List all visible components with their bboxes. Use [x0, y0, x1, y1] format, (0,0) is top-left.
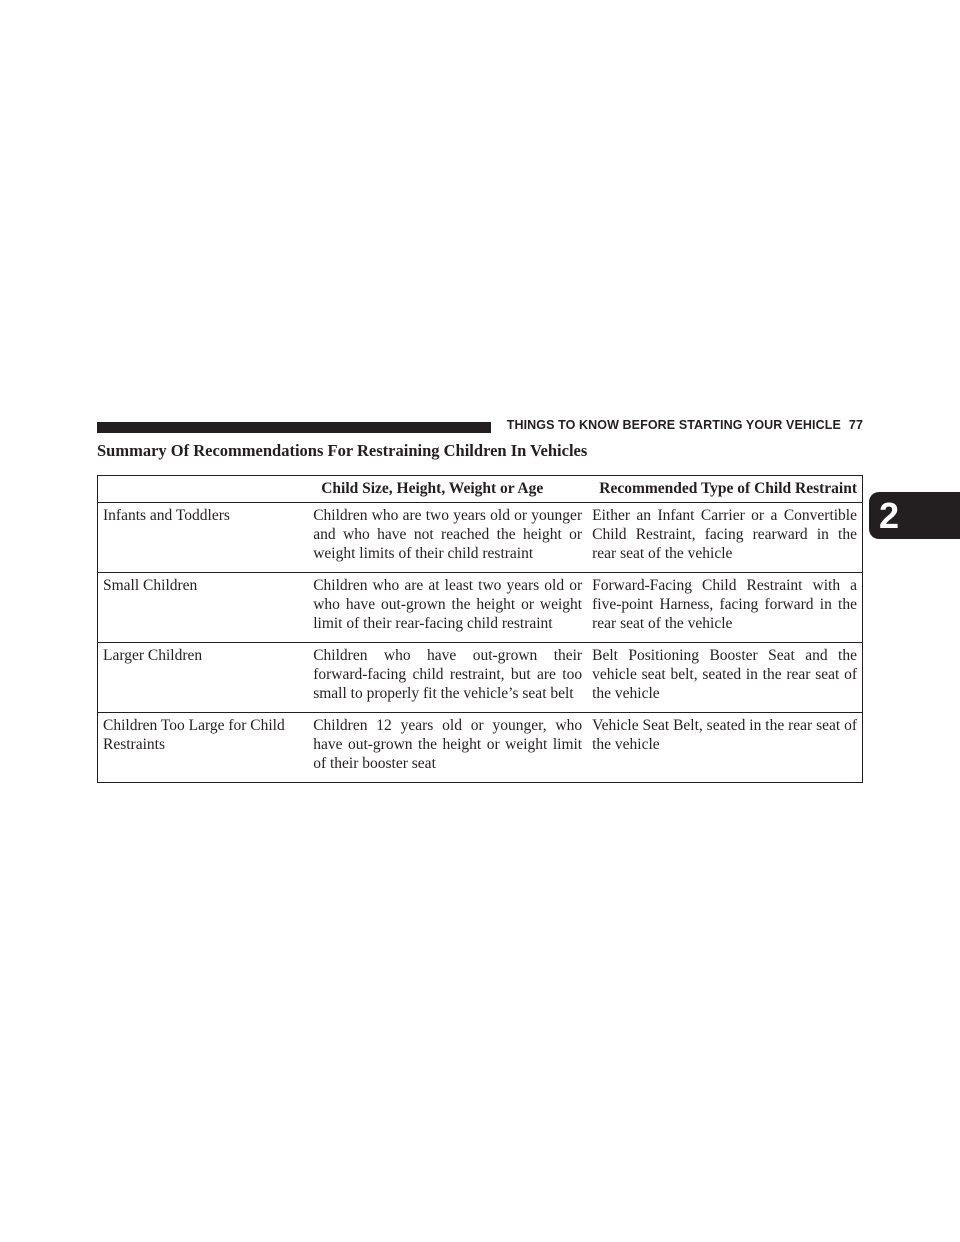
header-rule-bar — [97, 422, 491, 433]
column-header-restraint: Recommended Type of Child Restraint — [587, 476, 862, 503]
table-row — [98, 713, 863, 783]
running-title: THINGS TO KNOW BEFORE STARTING YOUR VEHICLE — [506, 418, 841, 432]
row-size: Children who are at least two years old or who have out-grown the height or weight limit of their rear-facing child restraint — [308, 573, 587, 643]
chapter-tab — [869, 492, 960, 539]
row-category: Children Too Large for Child Restraints — [98, 713, 309, 783]
table-row — [98, 573, 863, 643]
row-size: Children 12 years old or younger, who have out-grown the height or weight limit of their booster seat — [308, 713, 587, 783]
row-restraint: Either an Infant Carrier or a Convertible Child Restraint, facing rearward in the rear seat of the vehicle — [587, 503, 862, 573]
row-restraint: Vehicle Seat Belt, seated in the rear seat of the vehicle — [587, 713, 862, 783]
row-category: Infants and Toddlers — [98, 503, 309, 573]
row-size: Children who have out-grown their forward-facing child restraint, but are too small to properly fit the vehicle’s seat belt — [308, 643, 587, 713]
table-row — [98, 503, 863, 573]
row-category: Larger Children — [98, 643, 309, 713]
row-restraint: Belt Positioning Booster Seat and the vehicle seat belt, seated in the rear seat of the vehicle — [587, 643, 862, 713]
table-header-row — [98, 476, 863, 503]
row-restraint: Forward-Facing Child Restraint with a five-point Harness, facing forward in the rear seat of the vehicle — [587, 573, 862, 643]
child-restraint-table — [97, 475, 863, 783]
row-size: Children who are two years old or younger and who have not reached the height or weight limits of their child restraint — [308, 503, 587, 573]
page-number: 77 — [848, 418, 863, 432]
column-header-size: Child Size, Height, Weight or Age — [308, 476, 587, 503]
row-category: Small Children — [98, 573, 309, 643]
chapter-number: 2 — [879, 495, 900, 536]
section-title: Summary Of Recommendations For Restraining Children In Vehicles — [97, 441, 588, 460]
running-header — [497, 418, 863, 432]
column-header-category — [98, 476, 309, 503]
table-row — [98, 643, 863, 713]
